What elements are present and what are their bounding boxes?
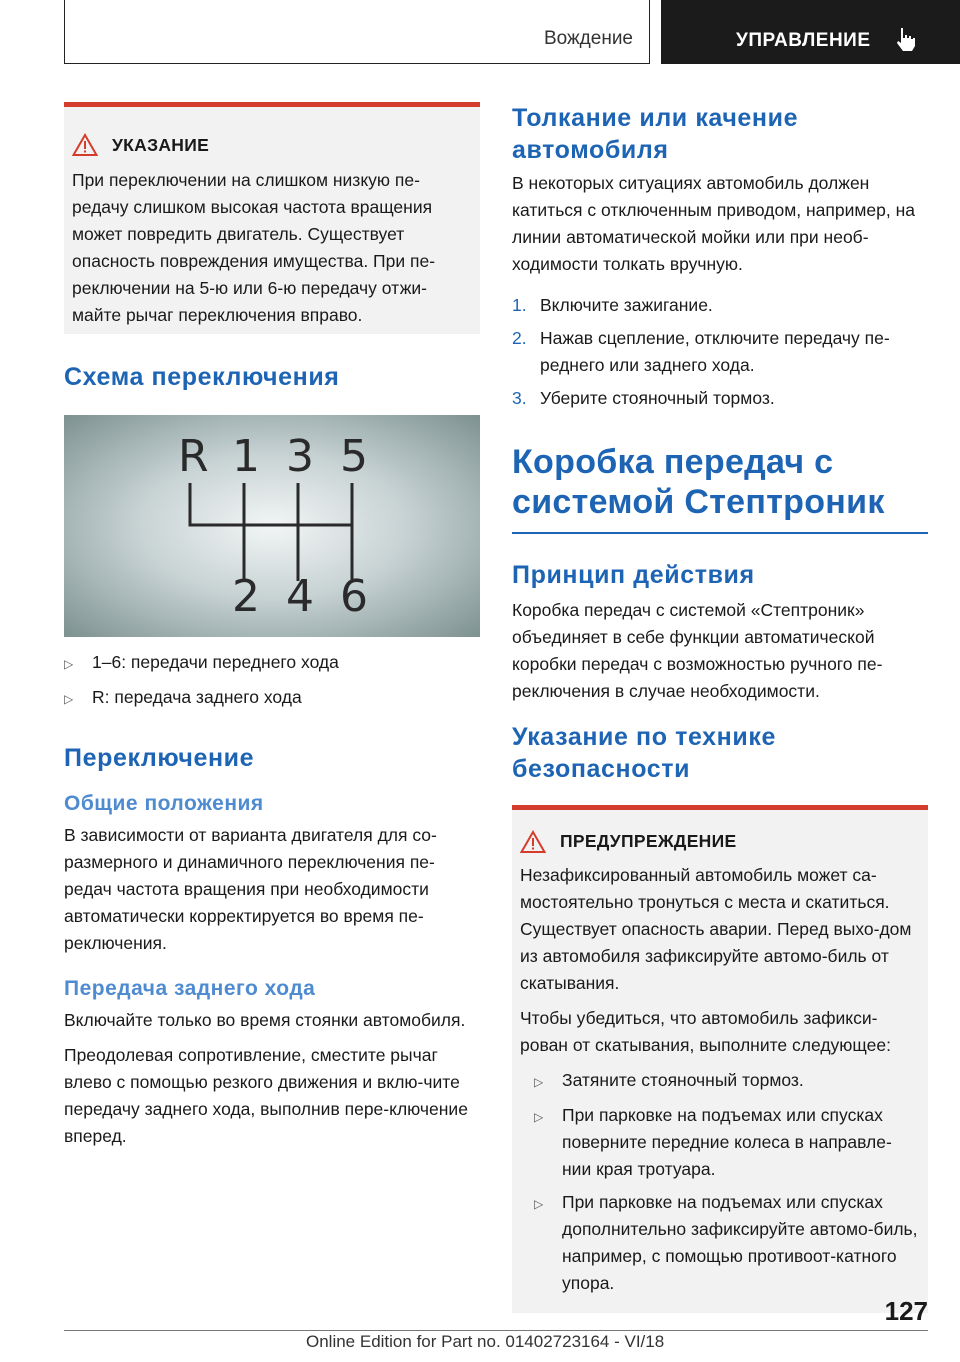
bullet-triangle-icon: ▷	[64, 692, 74, 706]
step-number: 1.	[512, 295, 527, 315]
list-item	[64, 684, 480, 713]
gear-label-4: 4	[286, 571, 314, 622]
reverse-gear-heading: Передача заднего хода	[64, 977, 316, 1000]
bullet-triangle-icon: ▷	[64, 657, 74, 671]
header-chapter-tab[interactable]	[661, 0, 960, 64]
warning-triangle-icon	[520, 830, 546, 854]
gear-label-2: 2	[232, 571, 260, 622]
warning-text-2: Чтобы убедиться, что автомобиль зафикси-рован от скатывания, выполните следующее:	[520, 1007, 891, 1055]
bullet-triangle-icon: ▷	[534, 1196, 544, 1211]
footer-edition: Online Edition for Part no. 01402723164 - VI/18	[306, 1332, 665, 1351]
warning-header	[520, 830, 920, 854]
push-roll-heading: Толкание или качение автомобиля	[512, 104, 799, 164]
general-heading: Общие положения	[64, 792, 264, 815]
gear-legend-list	[64, 649, 480, 713]
reverse-gear-text-1: Включайте только во время стоянки автомобиля.	[64, 1010, 466, 1030]
step-number: 3.	[512, 388, 527, 408]
safety-heading: Указание по технике безопасности	[512, 722, 776, 783]
right-column	[512, 102, 928, 1313]
bullet-triangle-icon: ▷	[534, 1109, 544, 1124]
bullet-text: При парковке на подъемах или спусках поверните передние колеса в направле-нии края тротуара.	[562, 1104, 892, 1179]
list-item	[512, 292, 928, 319]
header-section-title: Вождение	[543, 28, 633, 49]
hand-pointer-icon	[893, 26, 919, 52]
header-chapter-label: УПРАВЛЕНИЕ	[736, 30, 871, 51]
list-item	[512, 385, 928, 412]
warning-bullets	[520, 1067, 920, 1297]
principle-heading: Принцип действия	[512, 560, 755, 589]
reverse-gear-text-2: Преодолевая сопротивление, сместите рычаг влево с помощью резкого движения и вклю-чите передачу заднего хода, выполнив пере-ключение вперед.	[64, 1045, 468, 1146]
left-column	[64, 102, 480, 1150]
notice-box	[64, 102, 480, 334]
step-text: Включите зажигание.	[540, 295, 713, 315]
principle-text: Коробка передач с системой «Стептроник» объединяет в себе функции автоматической коробки передач с возможностью ручного пе-реключения в случае необходимости.	[512, 599, 883, 701]
gear-label-5: 5	[340, 431, 368, 482]
notice-title: УКАЗАНИЕ	[112, 134, 210, 155]
notice-header	[72, 133, 464, 157]
header-section-box	[64, 0, 650, 64]
steptronic-heading: Коробка передач с системой Стептроник	[512, 443, 885, 521]
list-item	[534, 1067, 920, 1096]
list-item	[534, 1189, 920, 1297]
gear-label-3: 3	[286, 431, 314, 482]
shifting-heading: Переключение	[64, 744, 255, 772]
bullet-text: При парковке на подъемах или спусках дополнительно зафиксируйте автомо-биль, например, с помощью противоот-катного упора.	[562, 1191, 918, 1293]
page-number: 127	[884, 1296, 928, 1326]
gear-label-r: R	[178, 431, 209, 482]
bullet-text: Затяните стояночный тормоз.	[562, 1069, 804, 1090]
gear-label-1: 1	[232, 431, 260, 482]
step-number: 2.	[512, 328, 527, 348]
list-item	[512, 325, 928, 379]
step-text: Нажав сцепление, отключите передачу пе-реднего или заднего хода.	[540, 328, 890, 375]
general-text: В зависимости от варианта двигателя для со-размерного и динамичного переключения пе-редач частота вращения при необходимости автоматически корректируется во время пе-реключения.	[64, 825, 437, 953]
steps-list	[512, 292, 928, 412]
footer-divider	[64, 1330, 928, 1331]
warning-box	[512, 805, 928, 1313]
legend-item-text: 1–6: передачи переднего хода	[92, 652, 339, 672]
step-text: Уберите стояночный тормоз.	[540, 388, 775, 408]
warning-triangle-icon	[72, 133, 98, 157]
warning-title: ПРЕДУПРЕЖДЕНИЕ	[560, 831, 737, 851]
notice-text: При переключении на слишком низкую пе-редачу слишком высокая частота вращения может повредить двигатель. Существует опасность повреждения имущества. При пе-реключении на 5-ю или 6-ю передачу отжи-майте рычаг переключения вправо.	[72, 170, 436, 325]
shift-scheme-heading: Схема переключения	[64, 363, 340, 391]
gear-shift-pattern-image	[64, 415, 480, 637]
heading-rule	[512, 532, 928, 534]
list-item	[534, 1102, 920, 1183]
bullet-triangle-icon: ▷	[534, 1074, 544, 1089]
gear-label-6: 6	[340, 571, 368, 622]
push-roll-text: В некоторых ситуациях автомобиль должен катиться с отключенным приводом, например, на линии автоматической мойки или при необ-ходимости толкать вручную.	[512, 173, 915, 274]
list-item	[64, 649, 480, 678]
legend-item-text: R: передача заднего хода	[92, 687, 302, 707]
warning-text-1: Незафиксированный автомобиль может са-мостоятельно тронуться с места и скатиться. Существует опасность аварии. Перед выхо-дом из автомобиля зафиксируйте автомо-биль от скатывания.	[520, 864, 912, 993]
gear-shift-lines	[64, 415, 480, 637]
